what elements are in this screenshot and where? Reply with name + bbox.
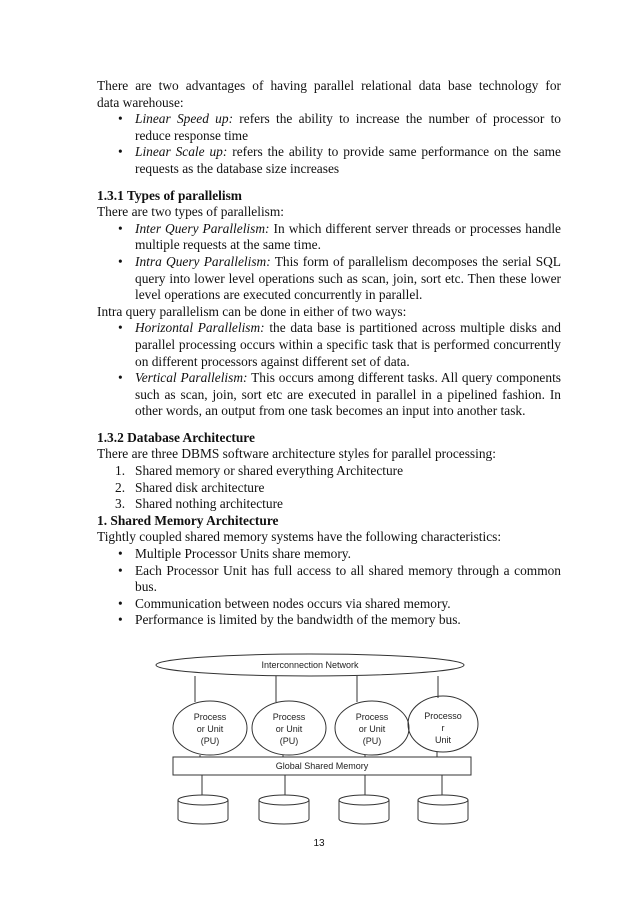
list-item: • Multiple Processor Units share memory. <box>118 546 351 562</box>
list-item: 2. Shared disk architecture <box>115 479 265 495</box>
disk-icon <box>178 795 228 824</box>
section-heading: 1.3.2 Database Architecture <box>97 429 255 445</box>
disk-icon <box>259 795 309 824</box>
disk-icon <box>339 795 389 824</box>
list-item: • Intra Query Parallelism: This form of parallelism decomposes the serial SQL query into lower level operations such as scan, join, sort etc. Then these lower level operations are executed concurrently in parallel. <box>118 253 561 303</box>
processor-unit-label: Process or Unit (PU) <box>355 712 389 746</box>
list-item: 1. Shared memory or shared everything Architecture <box>115 463 404 479</box>
list-item: • Inter Query Parallelism: In which different server threads or processes handle multiple requests at the same time. <box>118 220 561 253</box>
architecture-styles-list <box>97 463 561 513</box>
subsection-heading: 1. Shared Memory Architecture <box>97 512 279 528</box>
paragraph: Intra query parallelism can be done in either of two ways: <box>97 303 407 319</box>
list-item: • Communication between nodes occurs via shared memory. <box>118 595 451 611</box>
list-item: • Horizontal Parallelism: the data base is partitioned across multiple disks and parallel processing occurs within a specific task that is performed concurrently on different processors against different set of data. <box>118 320 561 369</box>
page-body <box>97 78 561 629</box>
list-item: • Performance is limited by the bandwidth of the memory bus. <box>118 612 461 628</box>
processor-unit-label: Processo r Unit <box>424 711 462 745</box>
interconnection-network-label: Interconnection Network <box>261 660 359 670</box>
page-number: 13 <box>313 838 325 849</box>
disk-icon <box>418 795 468 824</box>
intro-line: data warehouse: <box>97 94 184 110</box>
paragraph: There are three DBMS software architecture styles for parallel processing: <box>97 446 496 462</box>
intra-query-ways-list <box>97 320 561 420</box>
list-item: • Linear Speed up: refers the ability to increase the number of processor to reduce response time <box>118 111 562 143</box>
section-heading: 1.3.1 Types of parallelism <box>97 187 242 203</box>
parallelism-types-list <box>97 221 561 304</box>
advantages-list <box>97 111 561 177</box>
list-item: • Each Processor Unit has full access to all shared memory through a common bus. <box>118 562 561 595</box>
processor-unit-label: Process or Unit (PU) <box>272 712 306 746</box>
intro-line: There are two advantages of having parallel relational data base technology for <box>97 78 561 93</box>
paragraph: There are two types of parallelism: <box>97 204 285 220</box>
list-item: • Vertical Parallelism: This occurs among different tasks. All query components such as scan, join, sort etc are executed in parallel in a pipelined fashion. In other words, an output from one task becomes an input into another task. <box>118 370 561 419</box>
list-item: 3. Shared nothing architecture <box>115 496 283 512</box>
characteristics-list <box>97 546 561 629</box>
processor-unit-label: Process or Unit (PU) <box>193 712 227 746</box>
list-item: • Linear Scale up: refers the ability to provide same performance on the same requests as the database size increases <box>118 144 561 176</box>
shared-memory-diagram <box>0 650 638 830</box>
paragraph: Tightly coupled shared memory systems have the following characteristics: <box>97 529 502 545</box>
diagram-shapes <box>0 650 638 830</box>
global-shared-memory-label: Global Shared Memory <box>275 761 369 771</box>
